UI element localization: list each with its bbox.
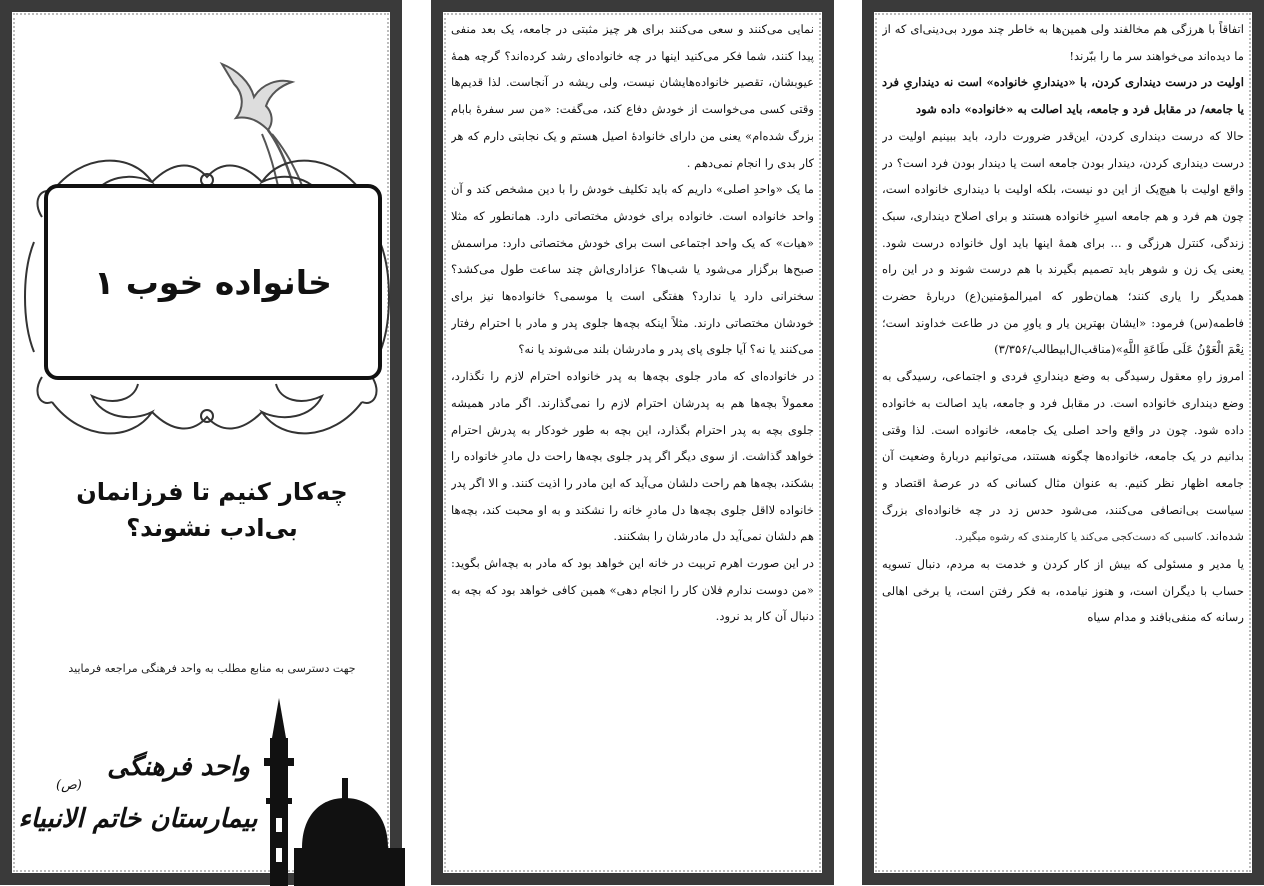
department-signature: واحد فرهنگی bbox=[107, 752, 250, 782]
middle-column-text bbox=[451, 16, 814, 869]
section-heading: اولیت در درست دینداری کردن، با «دینداریِ خانواده» است نه دینداریِ فرد یا جامعه/ در مقابل فرد و جامعه، باید اصالت به «خانواده» داده شود bbox=[882, 75, 1244, 117]
paragraph: در خانواده‌ای که مادر جلوی بچه‌ها به پدر خانواده احترام لازم را نگذارد، معمولاً بچه‌ها هم به پدرشان احترام لازم را نمی‌گذارند. اگر مادر همیشه جلوی بچه به پدر احترام بگذارد، این بچه به طور خودکار به پدرش احترام خواهد گذاشت. از سوی دیگر اگر پدر جلوی بچه‌ها راحت دل مادرِ خانواده را بشکند، بچه‌ها هم راحت دلشان می‌آید که این مادر را اذیت کنند. و الا اگر پدر خانواده لااقل جلوی بچه‌ها دل مادرِ خانه را نشکند و به او محبت کند، بچه‌ها هم دلشان نمی‌آید دل مادرشان را بشکنند. bbox=[451, 369, 814, 544]
cover-panel bbox=[0, 0, 402, 885]
cover-title: خانواده خوب ۱ bbox=[44, 184, 382, 380]
hospital-honorific: (ص) bbox=[56, 778, 82, 793]
hospital-signature: بیمارستان خاتم الانبیاء bbox=[18, 804, 258, 834]
paragraph-small-text: کاسبی که دست‌کجی می‌کند یا کارمندی که رشوه میگیرد. bbox=[954, 531, 1203, 544]
paragraph: اتفاقاً با هرزگی هم مخالفند ولی همین‌ها به خاطر چند مورد بی‌دینی‌ای که از ما دیده‌اند می‌خواهند سر ما را ببّرند! bbox=[882, 22, 1244, 63]
right-text-panel bbox=[862, 0, 1264, 885]
paragraph-text: امروز راهِ معقول رسیدگی به وضع دینداریِ فردی و اجتماعی، رسیدگی به وضع دینداری خانواده است. در مقابل فرد و جامعه، باید اصالت به خانواده داده شود. چون در واقع واحد اصلی یک جامعه، خانواده است. لذا وقتی بدانیم در یک جامعه، خانواده‌ها چگونه هستند، می‌توانیم دربارهٔ وضعیت آن جامعه اظهار نظر کنیم. به عنوان مثال کسانی که در عرصهٔ اقتصاد و سیاست بی‌انصافی می‌کنند، می‌شود حدس زد در چه خانواده‌ای بزرگ شده‌اند. bbox=[882, 369, 1244, 544]
right-column-text bbox=[882, 16, 1244, 869]
mosque-silhouette-icon bbox=[250, 698, 405, 886]
paragraph: نمایی می‌کنند و سعی می‌کنند برای هر چیز مثبتی در جامعه، یک بعد منفی پیدا کنند، شما فکر می‌کنید اینها در چه خانواده‌ای رشد کرده‌اند؟ گرچه همهٔ عیوبشان، تقصیر خانواده‌هایشان نیست، ولی ریشه در آنجاست. لذا قدیم‌ها وقتی کسی می‌خواست از خودش دفاع کند، می‌گفت: «من سر سفرهٔ بابام بزرگ شده‌ام» یعنی من دارای خانوادهٔ اصیل هستم و یک نجابتی دارم که هر کار بدی را انجام نمی‌دهم . bbox=[451, 22, 814, 170]
sources-note: جهت دسترسی به منابع مطلب به واحد فرهنگی مراجعه فرمایید bbox=[68, 662, 356, 675]
paragraph: در این صورت اهرم تربیت در خانه این خواهد بود که مادر به بچه‌اش بگوید: «من دوست ندارم فلان کار را انجام دهی» همین کافی خواهد بود که بچه به دنبال آن کار بد نرود. bbox=[451, 556, 814, 624]
paragraph bbox=[882, 363, 1244, 551]
paragraph: حالا که درست دینداری کردن، این‌قدر ضرورت دارد، باید ببینیم اولیت در درست دینداری کردن، دیندار بودن جامعه است یا دیندار بودن فرد است؟ در واقع اولیت با هیچ‌یک از این دو نیست، بلکه اولیت با دینداری خانواده است، چون هم فرد و هم جامعه اسیرِ خانواده هستند و برای اصلاح دینداری، سبک زندگی، کنترل هرزگی و ... برای همهٔ اینها باید اول خانواده درست شود. یعنی یک زن و شوهر باید تصمیم بگیرند با هم درست شوند و در این راه همدیگر را یاری کنند؛ همان‌طور که امیرالمؤمنین(ع) دربارهٔ حضرت فاطمه(س) فرمود: «ایشان بهترین یار و یاورِ من در طاعت خداوند است؛ نِعْمَ الْعَوْنُ عَلَى طَاعَةِ اللَّهِ»(مناقب‌ال‌ابیطالب/۳/۳۵۶) bbox=[882, 128, 1244, 357]
paragraph: ما یک «واحدِ اصلی» داریم که باید تکلیف خودش را با دین مشخص کند و آن واحد خانواده است. خانواده برای خودش مختصاتی دارد. همانطور که مثلا «هیات» که یک واحد اجتماعی است برای خودش مختصاتی دارد: مراسمش صبح‌ها برگزار می‌شود یا شب‌ها؟ عزاداری‌اش چند ساعت طول می‌کشد؟ سخنرانی دارد یا ندارد؟ هفتگی است یا موسمی؟ خانواده‌ها نیز برای خودشان مختصاتی دارند. مثلاً اینکه بچه‌ها جلوی پدر و مادر با احترام رفتار می‌کنند یا نه؟ آیا جلوی پای پدر و مادرشان بلند می‌شوند یا نه؟ bbox=[451, 182, 814, 357]
middle-text-panel bbox=[431, 0, 834, 885]
paragraph: یا مدیر و مسئولی که بیش از کار کردن و خدمت به مردم، دنبال تسویه حساب با دیگران است، و هنوز نیامده، به فکر رفتن است، یا برخی اهالی رسانه که منفی‌بافند و مدام سیاه bbox=[882, 557, 1244, 625]
cover-subtitle: چه‌کار کنیم تا فرزانمان بی‌ادب نشوند؟ bbox=[76, 478, 348, 542]
